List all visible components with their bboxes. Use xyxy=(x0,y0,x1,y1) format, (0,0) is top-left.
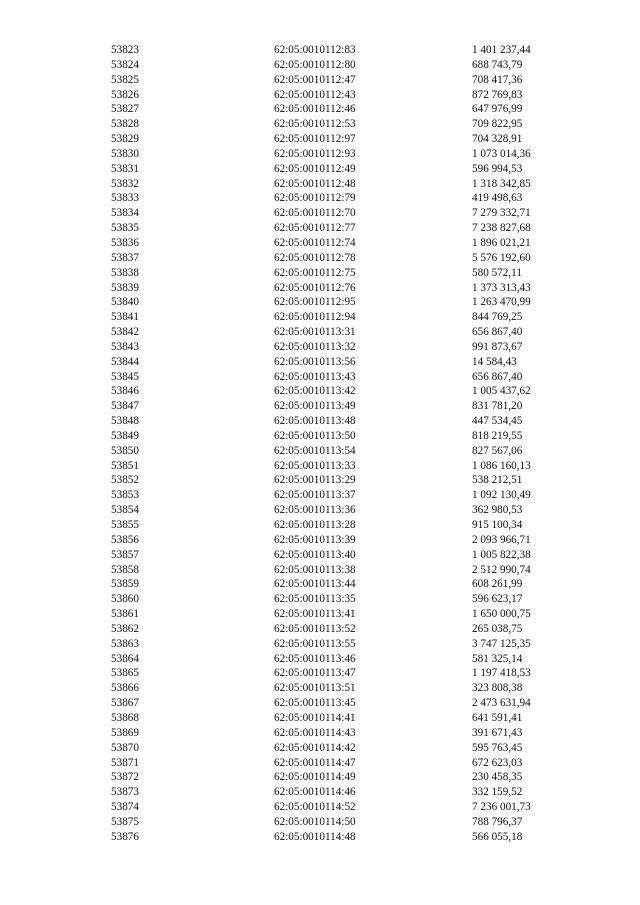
cadastral-number-cell: 62:05:0010112:47 xyxy=(274,73,356,86)
cadastral-value-cell: 580 572,11 xyxy=(472,266,522,279)
cadastral-number-cell: 62:05:0010113:44 xyxy=(274,578,356,591)
row-number-cell: 53856 xyxy=(111,533,139,546)
table-row xyxy=(0,592,640,607)
cadastral-number-cell: 62:05:0010113:36 xyxy=(274,504,356,517)
row-number-cell: 53876 xyxy=(111,830,139,843)
cadastral-number-cell: 62:05:0010113:51 xyxy=(274,682,356,695)
row-number-cell: 53862 xyxy=(111,622,139,635)
row-number-cell: 53861 xyxy=(111,608,139,621)
cadastral-value-cell: 831 781,20 xyxy=(472,400,523,413)
row-number-cell: 53841 xyxy=(111,311,139,324)
table-row xyxy=(0,58,640,73)
table-row xyxy=(0,741,640,756)
row-number-cell: 53832 xyxy=(111,177,139,190)
cadastral-number-cell: 62:05:0010112:78 xyxy=(274,251,356,264)
row-number-cell: 53870 xyxy=(111,741,139,754)
cadastral-value-cell: 447 534,45 xyxy=(472,415,523,428)
row-number-cell: 53860 xyxy=(111,593,139,606)
table-row xyxy=(0,518,640,533)
cadastral-value-cell: 230 458,35 xyxy=(472,771,523,784)
table-row xyxy=(0,147,640,162)
cadastral-number-cell: 62:05:0010112:79 xyxy=(274,192,356,205)
cadastral-value-cell: 14 584,43 xyxy=(472,355,517,368)
row-number-cell: 53842 xyxy=(111,326,139,339)
cadastral-number-cell: 62:05:0010113:48 xyxy=(274,415,356,428)
cadastral-number-cell: 62:05:0010114:47 xyxy=(274,756,356,769)
row-number-cell: 53872 xyxy=(111,771,139,784)
cadastral-value-cell: 872 769,83 xyxy=(472,88,523,101)
cadastral-value-cell: 1 318 342,85 xyxy=(472,177,531,190)
row-number-cell: 53859 xyxy=(111,578,139,591)
cadastral-number-cell: 62:05:0010114:42 xyxy=(274,741,356,754)
cadastral-value-cell: 2 093 966,71 xyxy=(472,533,531,546)
row-number-cell: 53844 xyxy=(111,355,139,368)
cadastral-value-cell: 1 896 021,21 xyxy=(472,236,531,249)
row-number-cell: 53873 xyxy=(111,786,139,799)
cadastral-value-cell: 2 473 631,94 xyxy=(472,697,531,710)
row-number-cell: 53845 xyxy=(111,370,139,383)
row-number-cell: 53853 xyxy=(111,489,139,502)
cadastral-number-cell: 62:05:0010112:93 xyxy=(274,147,356,160)
table-row xyxy=(0,444,640,459)
table-row xyxy=(0,815,640,830)
table-row xyxy=(0,73,640,88)
row-number-cell: 53871 xyxy=(111,756,139,769)
cadastral-number-cell: 62:05:0010113:42 xyxy=(274,385,356,398)
table-row xyxy=(0,607,640,622)
row-number-cell: 53828 xyxy=(111,118,139,131)
cadastral-value-cell: 323 808,38 xyxy=(472,682,523,695)
table-row xyxy=(0,191,640,206)
cadastral-value-table xyxy=(0,43,640,845)
cadastral-value-cell: 391 671,43 xyxy=(472,726,523,739)
table-row xyxy=(0,711,640,726)
cadastral-value-cell: 1 263 470,99 xyxy=(472,296,531,309)
row-number-cell: 53823 xyxy=(111,44,139,56)
row-number-cell: 53827 xyxy=(111,103,139,116)
cadastral-number-cell: 62:05:0010113:29 xyxy=(274,474,356,487)
table-row xyxy=(0,577,640,592)
cadastral-value-cell: 1 650 000,75 xyxy=(472,608,531,621)
row-number-cell: 53840 xyxy=(111,296,139,309)
table-row xyxy=(0,414,640,429)
row-number-cell: 53824 xyxy=(111,58,139,71)
row-number-cell: 53830 xyxy=(111,147,139,160)
cadastral-value-cell: 566 055,18 xyxy=(472,830,523,843)
cadastral-value-cell: 595 763,45 xyxy=(472,741,523,754)
cadastral-number-cell: 62:05:0010114:48 xyxy=(274,830,356,843)
cadastral-number-cell: 62:05:0010114:46 xyxy=(274,786,356,799)
row-number-cell: 53849 xyxy=(111,429,139,442)
table-row xyxy=(0,251,640,266)
table-row xyxy=(0,696,640,711)
cadastral-number-cell: 62:05:0010112:43 xyxy=(274,88,356,101)
table-row xyxy=(0,785,640,800)
row-number-cell: 53875 xyxy=(111,815,139,828)
row-number-cell: 53838 xyxy=(111,266,139,279)
cadastral-number-cell: 62:05:0010114:43 xyxy=(274,726,356,739)
table-row xyxy=(0,117,640,132)
row-number-cell: 53863 xyxy=(111,637,139,650)
cadastral-value-cell: 844 769,25 xyxy=(472,311,523,324)
cadastral-number-cell: 62:05:0010113:50 xyxy=(274,429,356,442)
cadastral-value-cell: 581 325,14 xyxy=(472,652,523,665)
row-number-cell: 53868 xyxy=(111,711,139,724)
cadastral-value-cell: 672 623,03 xyxy=(472,756,523,769)
table-row xyxy=(0,622,640,637)
row-number-cell: 53867 xyxy=(111,697,139,710)
row-number-cell: 53831 xyxy=(111,162,139,175)
table-row xyxy=(0,340,640,355)
table-row xyxy=(0,473,640,488)
table-row xyxy=(0,43,640,58)
cadastral-value-cell: 656 867,40 xyxy=(472,370,523,383)
cadastral-number-cell: 62:05:0010112:76 xyxy=(274,281,356,294)
table-row xyxy=(0,459,640,474)
row-number-cell: 53834 xyxy=(111,207,139,220)
table-row xyxy=(0,637,640,652)
cadastral-value-cell: 1 086 160,13 xyxy=(472,459,531,472)
row-number-cell: 53825 xyxy=(111,73,139,86)
cadastral-value-cell: 656 867,40 xyxy=(472,326,523,339)
cadastral-value-cell: 3 747 125,35 xyxy=(472,637,531,650)
row-number-cell: 53826 xyxy=(111,88,139,101)
cadastral-value-cell: 265 038,75 xyxy=(472,622,523,635)
cadastral-number-cell: 62:05:0010113:38 xyxy=(274,563,356,576)
cadastral-number-cell: 62:05:0010114:49 xyxy=(274,771,356,784)
cadastral-number-cell: 62:05:0010113:32 xyxy=(274,340,356,353)
row-number-cell: 53839 xyxy=(111,281,139,294)
table-row xyxy=(0,830,640,845)
table-row xyxy=(0,384,640,399)
table-row xyxy=(0,266,640,281)
cadastral-value-cell: 1 005 822,38 xyxy=(472,548,531,561)
row-number-cell: 53869 xyxy=(111,726,139,739)
cadastral-value-cell: 788 796,37 xyxy=(472,815,523,828)
cadastral-number-cell: 62:05:0010113:35 xyxy=(274,593,356,606)
cadastral-number-cell: 62:05:0010113:47 xyxy=(274,667,356,680)
row-number-cell: 53843 xyxy=(111,340,139,353)
row-number-cell: 53848 xyxy=(111,415,139,428)
table-row xyxy=(0,726,640,741)
row-number-cell: 53833 xyxy=(111,192,139,205)
cadastral-value-cell: 538 212,51 xyxy=(472,474,523,487)
cadastral-number-cell: 62:05:0010112:77 xyxy=(274,222,356,235)
cadastral-number-cell: 62:05:0010113:28 xyxy=(274,519,356,531)
cadastral-value-cell: 1 092 130,49 xyxy=(472,489,531,502)
cadastral-number-cell: 62:05:0010113:46 xyxy=(274,652,356,665)
cadastral-value-cell: 1 073 014,36 xyxy=(472,147,531,160)
table-row xyxy=(0,666,640,681)
cadastral-value-cell: 704 328,91 xyxy=(472,133,523,146)
table-row xyxy=(0,800,640,815)
row-number-cell: 53854 xyxy=(111,504,139,517)
cadastral-value-cell: 1 197 418,53 xyxy=(472,667,531,680)
cadastral-number-cell: 62:05:0010112:80 xyxy=(274,58,356,71)
table-row xyxy=(0,770,640,785)
cadastral-number-cell: 62:05:0010114:41 xyxy=(274,711,356,724)
cadastral-value-cell: 647 976,99 xyxy=(472,103,523,116)
row-number-cell: 53850 xyxy=(111,444,139,457)
cadastral-value-cell: 641 591,41 xyxy=(472,711,523,724)
table-row xyxy=(0,206,640,221)
cadastral-number-cell: 62:05:0010113:40 xyxy=(274,548,356,561)
cadastral-value-cell: 596 994,53 xyxy=(472,162,523,175)
cadastral-number-cell: 62:05:0010113:31 xyxy=(274,326,356,339)
cadastral-number-cell: 62:05:0010113:45 xyxy=(274,697,356,710)
cadastral-number-cell: 62:05:0010112:70 xyxy=(274,207,356,220)
table-row xyxy=(0,162,640,177)
table-row xyxy=(0,548,640,563)
cadastral-value-cell: 818 219,55 xyxy=(472,429,523,442)
cadastral-number-cell: 62:05:0010112:46 xyxy=(274,103,356,116)
row-number-cell: 53865 xyxy=(111,667,139,680)
cadastral-number-cell: 62:05:0010114:50 xyxy=(274,815,356,828)
cadastral-value-cell: 332 159,52 xyxy=(472,786,523,799)
cadastral-number-cell: 62:05:0010113:55 xyxy=(274,637,356,650)
table-row xyxy=(0,102,640,117)
cadastral-value-cell: 596 623,17 xyxy=(472,593,523,606)
cadastral-number-cell: 62:05:0010113:39 xyxy=(274,533,356,546)
cadastral-value-cell: 2 512 990,74 xyxy=(472,563,531,576)
table-row xyxy=(0,295,640,310)
cadastral-number-cell: 62:05:0010113:33 xyxy=(274,459,356,472)
cadastral-number-cell: 62:05:0010113:52 xyxy=(274,622,356,635)
cadastral-value-cell: 991 873,67 xyxy=(472,340,523,353)
table-row xyxy=(0,177,640,192)
table-row xyxy=(0,236,640,251)
table-row xyxy=(0,503,640,518)
cadastral-value-cell: 708 417,36 xyxy=(472,73,523,86)
table-row xyxy=(0,563,640,578)
row-number-cell: 53852 xyxy=(111,474,139,487)
table-row xyxy=(0,325,640,340)
cadastral-number-cell: 62:05:0010114:52 xyxy=(274,801,356,814)
cadastral-number-cell: 62:05:0010112:75 xyxy=(274,266,356,279)
row-number-cell: 53855 xyxy=(111,519,139,531)
table-row xyxy=(0,310,640,325)
table-row xyxy=(0,756,640,771)
row-number-cell: 53835 xyxy=(111,222,139,235)
cadastral-number-cell: 62:05:0010112:53 xyxy=(274,118,356,131)
table-row xyxy=(0,355,640,370)
row-number-cell: 53874 xyxy=(111,801,139,814)
cadastral-value-cell: 419 498,63 xyxy=(472,192,523,205)
cadastral-value-cell: 709 822,95 xyxy=(472,118,523,131)
table-row xyxy=(0,652,640,667)
row-number-cell: 53846 xyxy=(111,385,139,398)
table-row xyxy=(0,281,640,296)
cadastral-value-cell: 7 238 827,68 xyxy=(472,222,531,235)
row-number-cell: 53829 xyxy=(111,133,139,146)
cadastral-number-cell: 62:05:0010112:49 xyxy=(274,162,356,175)
cadastral-number-cell: 62:05:0010112:83 xyxy=(274,44,356,56)
table-row xyxy=(0,370,640,385)
cadastral-number-cell: 62:05:0010113:37 xyxy=(274,489,356,502)
cadastral-number-cell: 62:05:0010112:95 xyxy=(274,296,356,309)
row-number-cell: 53864 xyxy=(111,652,139,665)
cadastral-number-cell: 62:05:0010113:43 xyxy=(274,370,356,383)
cadastral-value-cell: 915 100,34 xyxy=(472,519,523,531)
table-row xyxy=(0,132,640,147)
cadastral-value-cell: 1 401 237,44 xyxy=(472,44,531,56)
cadastral-number-cell: 62:05:0010112:74 xyxy=(274,236,356,249)
cadastral-value-cell: 5 576 192,60 xyxy=(472,251,531,264)
cadastral-value-cell: 1 373 313,43 xyxy=(472,281,531,294)
cadastral-value-cell: 7 279 332,71 xyxy=(472,207,531,220)
cadastral-value-cell: 1 005 437,62 xyxy=(472,385,531,398)
row-number-cell: 53847 xyxy=(111,400,139,413)
table-row xyxy=(0,88,640,103)
table-row xyxy=(0,221,640,236)
cadastral-number-cell: 62:05:0010112:48 xyxy=(274,177,356,190)
table-row xyxy=(0,533,640,548)
table-row xyxy=(0,681,640,696)
cadastral-value-cell: 688 743,79 xyxy=(472,58,523,71)
row-number-cell: 53837 xyxy=(111,251,139,264)
row-number-cell: 53858 xyxy=(111,563,139,576)
cadastral-number-cell: 62:05:0010112:94 xyxy=(274,311,356,324)
row-number-cell: 53866 xyxy=(111,682,139,695)
table-row xyxy=(0,429,640,444)
row-number-cell: 53836 xyxy=(111,236,139,249)
cadastral-value-cell: 827 567,06 xyxy=(472,444,523,457)
cadastral-value-cell: 7 236 001,73 xyxy=(472,801,531,814)
cadastral-number-cell: 62:05:0010113:56 xyxy=(274,355,356,368)
cadastral-number-cell: 62:05:0010113:41 xyxy=(274,608,356,621)
table-row xyxy=(0,399,640,414)
cadastral-value-cell: 608 261,99 xyxy=(472,578,523,591)
row-number-cell: 53857 xyxy=(111,548,139,561)
row-number-cell: 53851 xyxy=(111,459,139,472)
cadastral-value-cell: 362 980,53 xyxy=(472,504,523,517)
cadastral-number-cell: 62:05:0010112:97 xyxy=(274,133,356,146)
cadastral-number-cell: 62:05:0010113:49 xyxy=(274,400,356,413)
cadastral-number-cell: 62:05:0010113:54 xyxy=(274,444,356,457)
table-row xyxy=(0,488,640,503)
